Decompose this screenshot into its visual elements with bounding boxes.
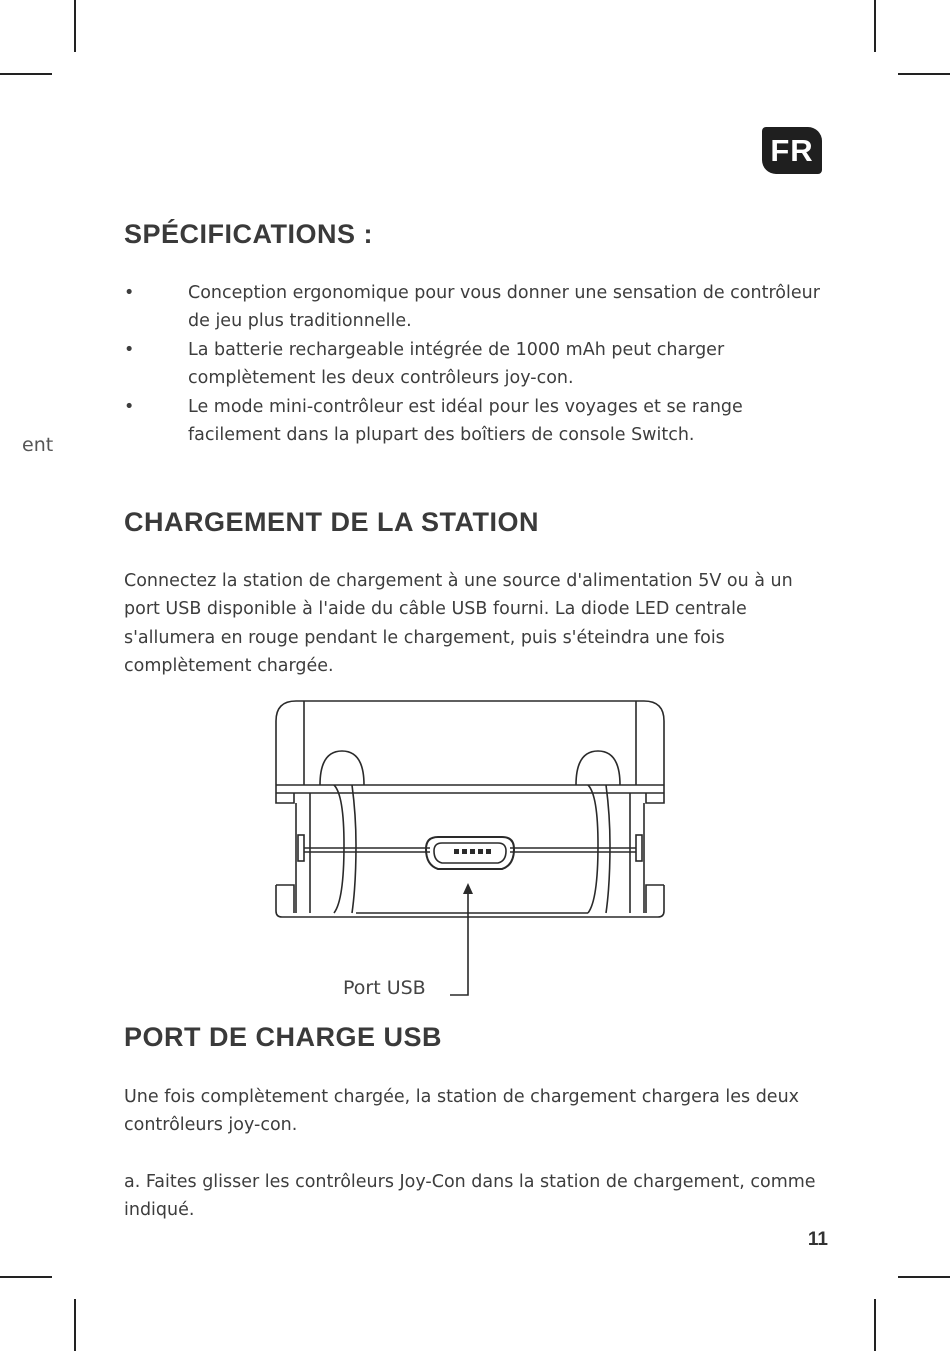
crop-mark	[874, 0, 876, 52]
list-item	[124, 336, 824, 393]
usb-port-label: Port USB	[343, 977, 426, 999]
specifications-heading: SPÉCIFICATIONS :	[124, 219, 374, 249]
list-item-text: Le mode mini-contrôleur est idéal pour les voyages et se range facilement dans la plupart des boîtiers de console Switch.	[188, 396, 743, 446]
crop-mark	[898, 73, 950, 75]
list-item	[124, 393, 824, 450]
list-item-text: La batterie rechargeable intégrée de 1000 mAh peut charger complètement les deux contrôleurs joy-con.	[188, 339, 725, 389]
station-charging-text: Connectez la station de chargement à une source d'alimentation 5V ou à un port USB disponible à l'aide du câble USB fourni. La diode LED centrale s'allumera en rouge pendant le chargement, puis s'éteindra une fois complètement chargée.	[124, 571, 793, 677]
bullet-icon: •	[124, 396, 135, 417]
station-charging-heading: CHARGEMENT DE LA STATION	[124, 507, 539, 537]
usb-charging-heading: PORT DE CHARGE USB	[124, 1022, 443, 1052]
bleed-text-fragment: ent	[22, 434, 54, 456]
crop-mark	[74, 1299, 76, 1351]
crop-mark	[898, 1276, 950, 1278]
usb-instruction-text: a. Faites glisser les contrôleurs Joy-Con dans la station de chargement, comme indiqué.	[124, 1172, 816, 1221]
bullet-icon: •	[124, 339, 135, 360]
charging-station-illustration	[270, 695, 670, 1005]
list-item	[124, 279, 824, 336]
specifications-list	[124, 279, 824, 449]
page-number: 11	[807, 1229, 828, 1250]
language-badge: FR	[762, 127, 822, 174]
list-item-text: Conception ergonomique pour vous donner une sensation de contrôleur de jeu plus traditionnelle.	[188, 283, 820, 332]
usb-charging-text: Une fois complètement chargée, la station de chargement chargera les deux contrôleurs joy-con.	[124, 1087, 800, 1136]
crop-mark	[874, 1299, 876, 1351]
crop-mark	[74, 0, 76, 52]
bullet-icon: •	[124, 283, 135, 303]
crop-mark	[0, 1276, 52, 1278]
crop-mark	[0, 73, 52, 75]
